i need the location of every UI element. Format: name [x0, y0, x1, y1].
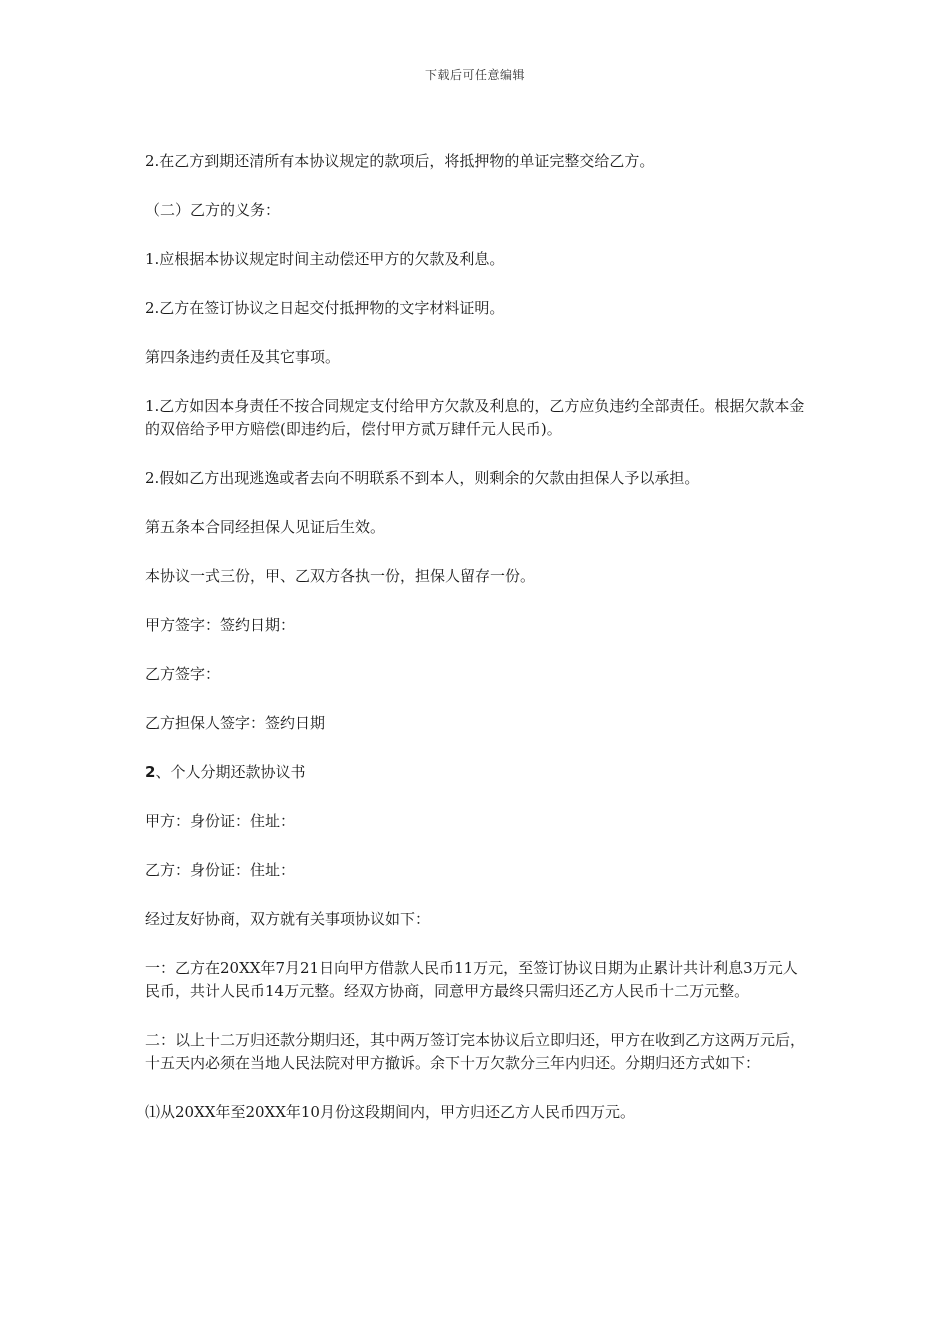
paragraph: 本协议一式三份，甲、乙双方各执一份，担保人留存一份。	[145, 567, 536, 585]
signature-line: 乙方签字：	[145, 665, 221, 683]
agreement-title-text: 、个人分期还款协议书	[155, 763, 306, 781]
agreement-number: 2	[145, 763, 156, 781]
clause-paragraph: 二：以上十二万归还款分期归还，其中两万签订完本协议后立即归还，甲方在收到乙方这两万元后，十五天内必须在当地人民法院对甲方撤诉。余下十万欠款分三年内归还。分期归还方式如下：	[145, 1031, 806, 1072]
paragraph: 2.在乙方到期还清所有本协议规定的款项后，将抵押物的单证完整交给乙方。	[145, 152, 655, 170]
signature-line: 乙方担保人签字：签约日期	[145, 714, 326, 732]
section-heading: 第四条违约责任及其它事项。	[145, 348, 341, 366]
clause-item: ⑴从20XX年至20XX年10月份这段期间内，甲方归还乙方人民币四万元。	[145, 1103, 635, 1121]
paragraph: 2.假如乙方出现逃逸或者去向不明联系不到本人，则剩余的欠款由担保人予以承担。	[145, 469, 700, 487]
signature-line: 甲方签字：签约日期：	[145, 616, 296, 634]
party-line: 乙方：身份证：住址：	[145, 861, 296, 879]
agreement-title	[145, 761, 810, 784]
page-header-note: 下载后可任意编辑	[424, 68, 525, 82]
paragraph: 2.乙方在签订协议之日起交付抵押物的文字材料证明。	[145, 299, 505, 317]
paragraph: 经过友好协商，双方就有关事项协议如下：	[145, 910, 431, 928]
document-body	[145, 150, 810, 1150]
section-heading: 第五条本合同经担保人见证后生效。	[145, 518, 386, 536]
party-line: 甲方：身份证：住址：	[145, 812, 296, 830]
paragraph: 1.应根据本协议规定时间主动偿还甲方的欠款及利息。	[145, 250, 505, 268]
paragraph: 1.乙方如因本身责任不按合同规定支付给甲方欠款及利息的，乙方应负违约全部责任。根据欠款本金的双倍给予甲方赔偿(即违约后，偿付甲方贰万肆仟元人民币)。	[145, 397, 805, 438]
paragraph: （二）乙方的义务：	[145, 201, 281, 219]
clause-paragraph: 一：乙方在20XX年7月21日向甲方借款人民币11万元，至签订协议日期为止累计共计利息3万元人民币，共计人民币14万元整。经双方协商，同意甲方最终只需归还乙方人民币十二万元整。	[145, 959, 798, 1000]
